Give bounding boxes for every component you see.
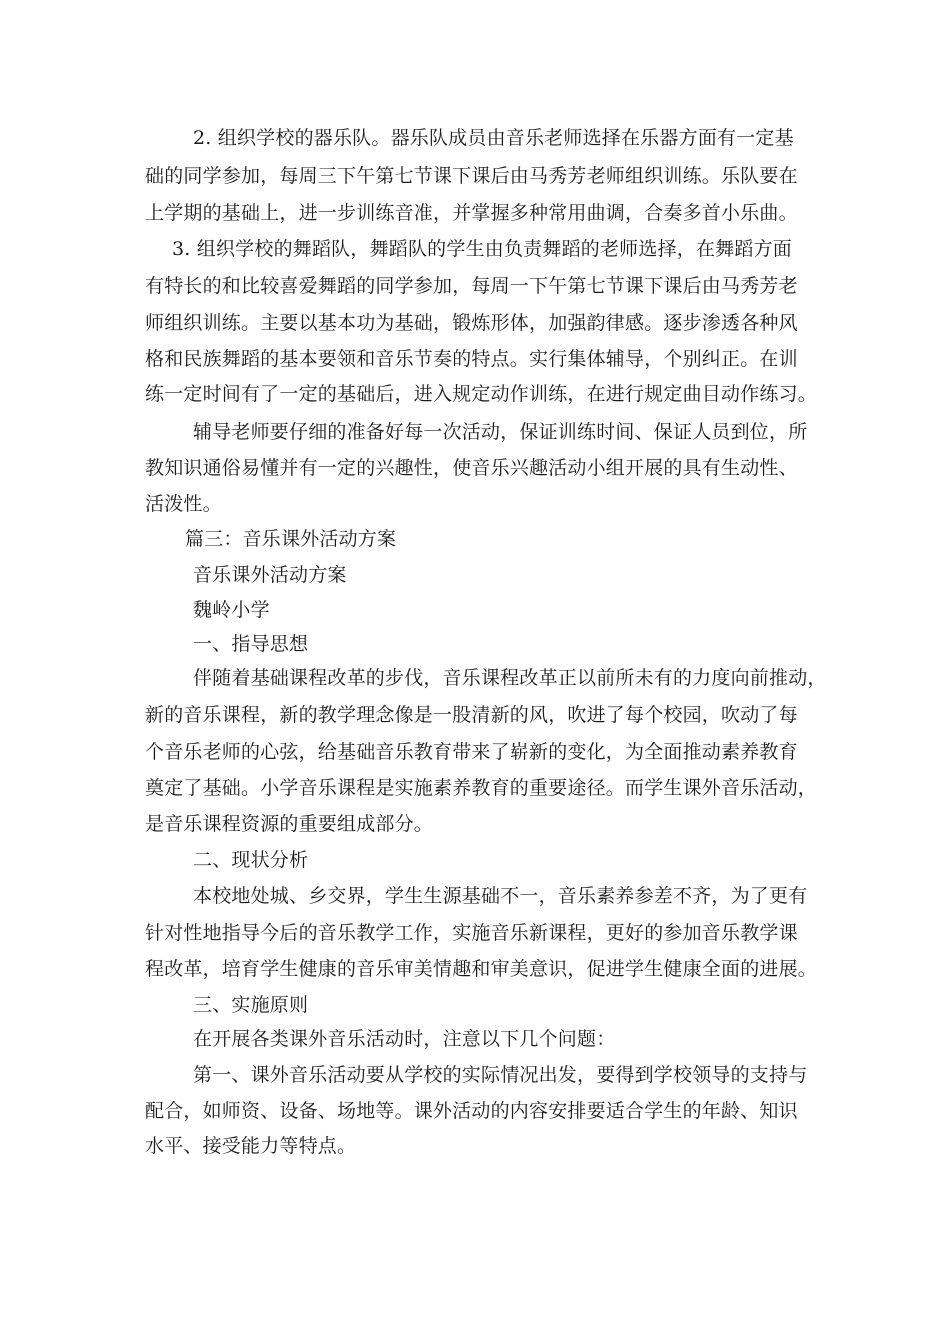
para-guiding-line-3: 个音乐老师的心弦，给基础音乐教育带来了崭新的变化，为全面推动素养教育 bbox=[145, 741, 798, 763]
section-heading: 篇三：音乐课外活动方案 bbox=[185, 528, 397, 550]
para-item-3-line-1: 3. 组织学校的舞蹈队，舞蹈队的学生由负责舞蹈的老师选择，在舞蹈方面 bbox=[172, 238, 792, 260]
para-first-line-2: 配合，如师资、设备、场地等。课外活动的内容安排要适合学生的年龄、知识 bbox=[145, 1100, 798, 1122]
heading-principles: 三、实施原则 bbox=[193, 994, 309, 1016]
para-tutor-line-2: 教知识通俗易懂并有一定的兴趣性，使音乐兴趣活动小组开展的具有生动性、 bbox=[145, 457, 798, 479]
heading-status-analysis: 二、现状分析 bbox=[193, 849, 309, 871]
para-status-line-2: 针对性地指导今后的音乐教学工作，实施音乐新课程，更好的参加音乐教学课 bbox=[145, 922, 798, 944]
para-guiding-line-2: 新的音乐课程，新的教学理念像是一股清新的风，吹进了每个校园，吹动了每 bbox=[145, 704, 798, 726]
para-principles-intro: 在开展各类课外音乐活动时，注意以下几个问题： bbox=[193, 1028, 616, 1050]
para-item-2-line-3: 上学期的基础上，进一步训练音准，并掌握多种常用曲调，合奏多首小乐曲。 bbox=[145, 202, 798, 224]
para-item-3-line-3: 师组织训练。主要以基本功为基础，锻炼形体，加强韵律感。逐步渗透各种风 bbox=[145, 312, 798, 334]
para-item-3-line-5: 练一定时间有了一定的基础后，进入规定动作训练，在进行规定曲目动作练习。 bbox=[145, 383, 818, 405]
para-item-3-line-4: 格和民族舞蹈的基本要领和音乐节奏的特点。实行集体辅导，个别纠正。在训 bbox=[145, 348, 798, 370]
para-tutor-line-3: 活泼性。 bbox=[145, 493, 222, 515]
para-item-2-line-2: 础的同学参加，每周三下午第七节课下课后由马秀芳老师组织训练。乐队要在 bbox=[145, 165, 798, 187]
para-first-line-3: 水平、接受能力等特点。 bbox=[145, 1135, 357, 1157]
para-first-line-1: 第一、课外音乐活动要从学校的实际情况出发，要得到学校领导的支持与 bbox=[193, 1064, 808, 1086]
para-guiding-line-1: 伴随着基础课程改革的步伐，音乐课程改革正以前所未有的力度向前推动， bbox=[193, 667, 827, 689]
school-name: 魏岭小学 bbox=[193, 599, 270, 621]
para-tutor-line-1: 辅导老师要仔细的准备好每一次活动，保证训练时间、保证人员到位，所 bbox=[193, 421, 808, 443]
para-status-line-1: 本校地处城、乡交界，学生生源基础不一，音乐素养参差不齐，为了更有 bbox=[193, 885, 808, 907]
para-item-2-line-1: 2. 组织学校的器乐队。器乐队成员由音乐老师选择在乐器方面有一定基 bbox=[193, 127, 794, 149]
para-item-3-line-2: 有特长的和比较喜爱舞蹈的同学参加，每周一下午第七节课下课后由马秀芳老 bbox=[145, 275, 798, 297]
heading-guiding-ideology: 一、指导思想 bbox=[193, 633, 309, 655]
para-status-line-3: 程改革，培育学生健康的音乐审美情趣和审美意识，促进学生健康全面的进展。 bbox=[145, 958, 818, 980]
para-guiding-line-4: 奠定了基础。小学音乐课程是实施素养教育的重要途径。而学生课外音乐活动， bbox=[145, 777, 818, 799]
para-guiding-line-5: 是音乐课程资源的重要组成部分。 bbox=[145, 813, 434, 835]
document-title: 音乐课外活动方案 bbox=[193, 564, 347, 586]
